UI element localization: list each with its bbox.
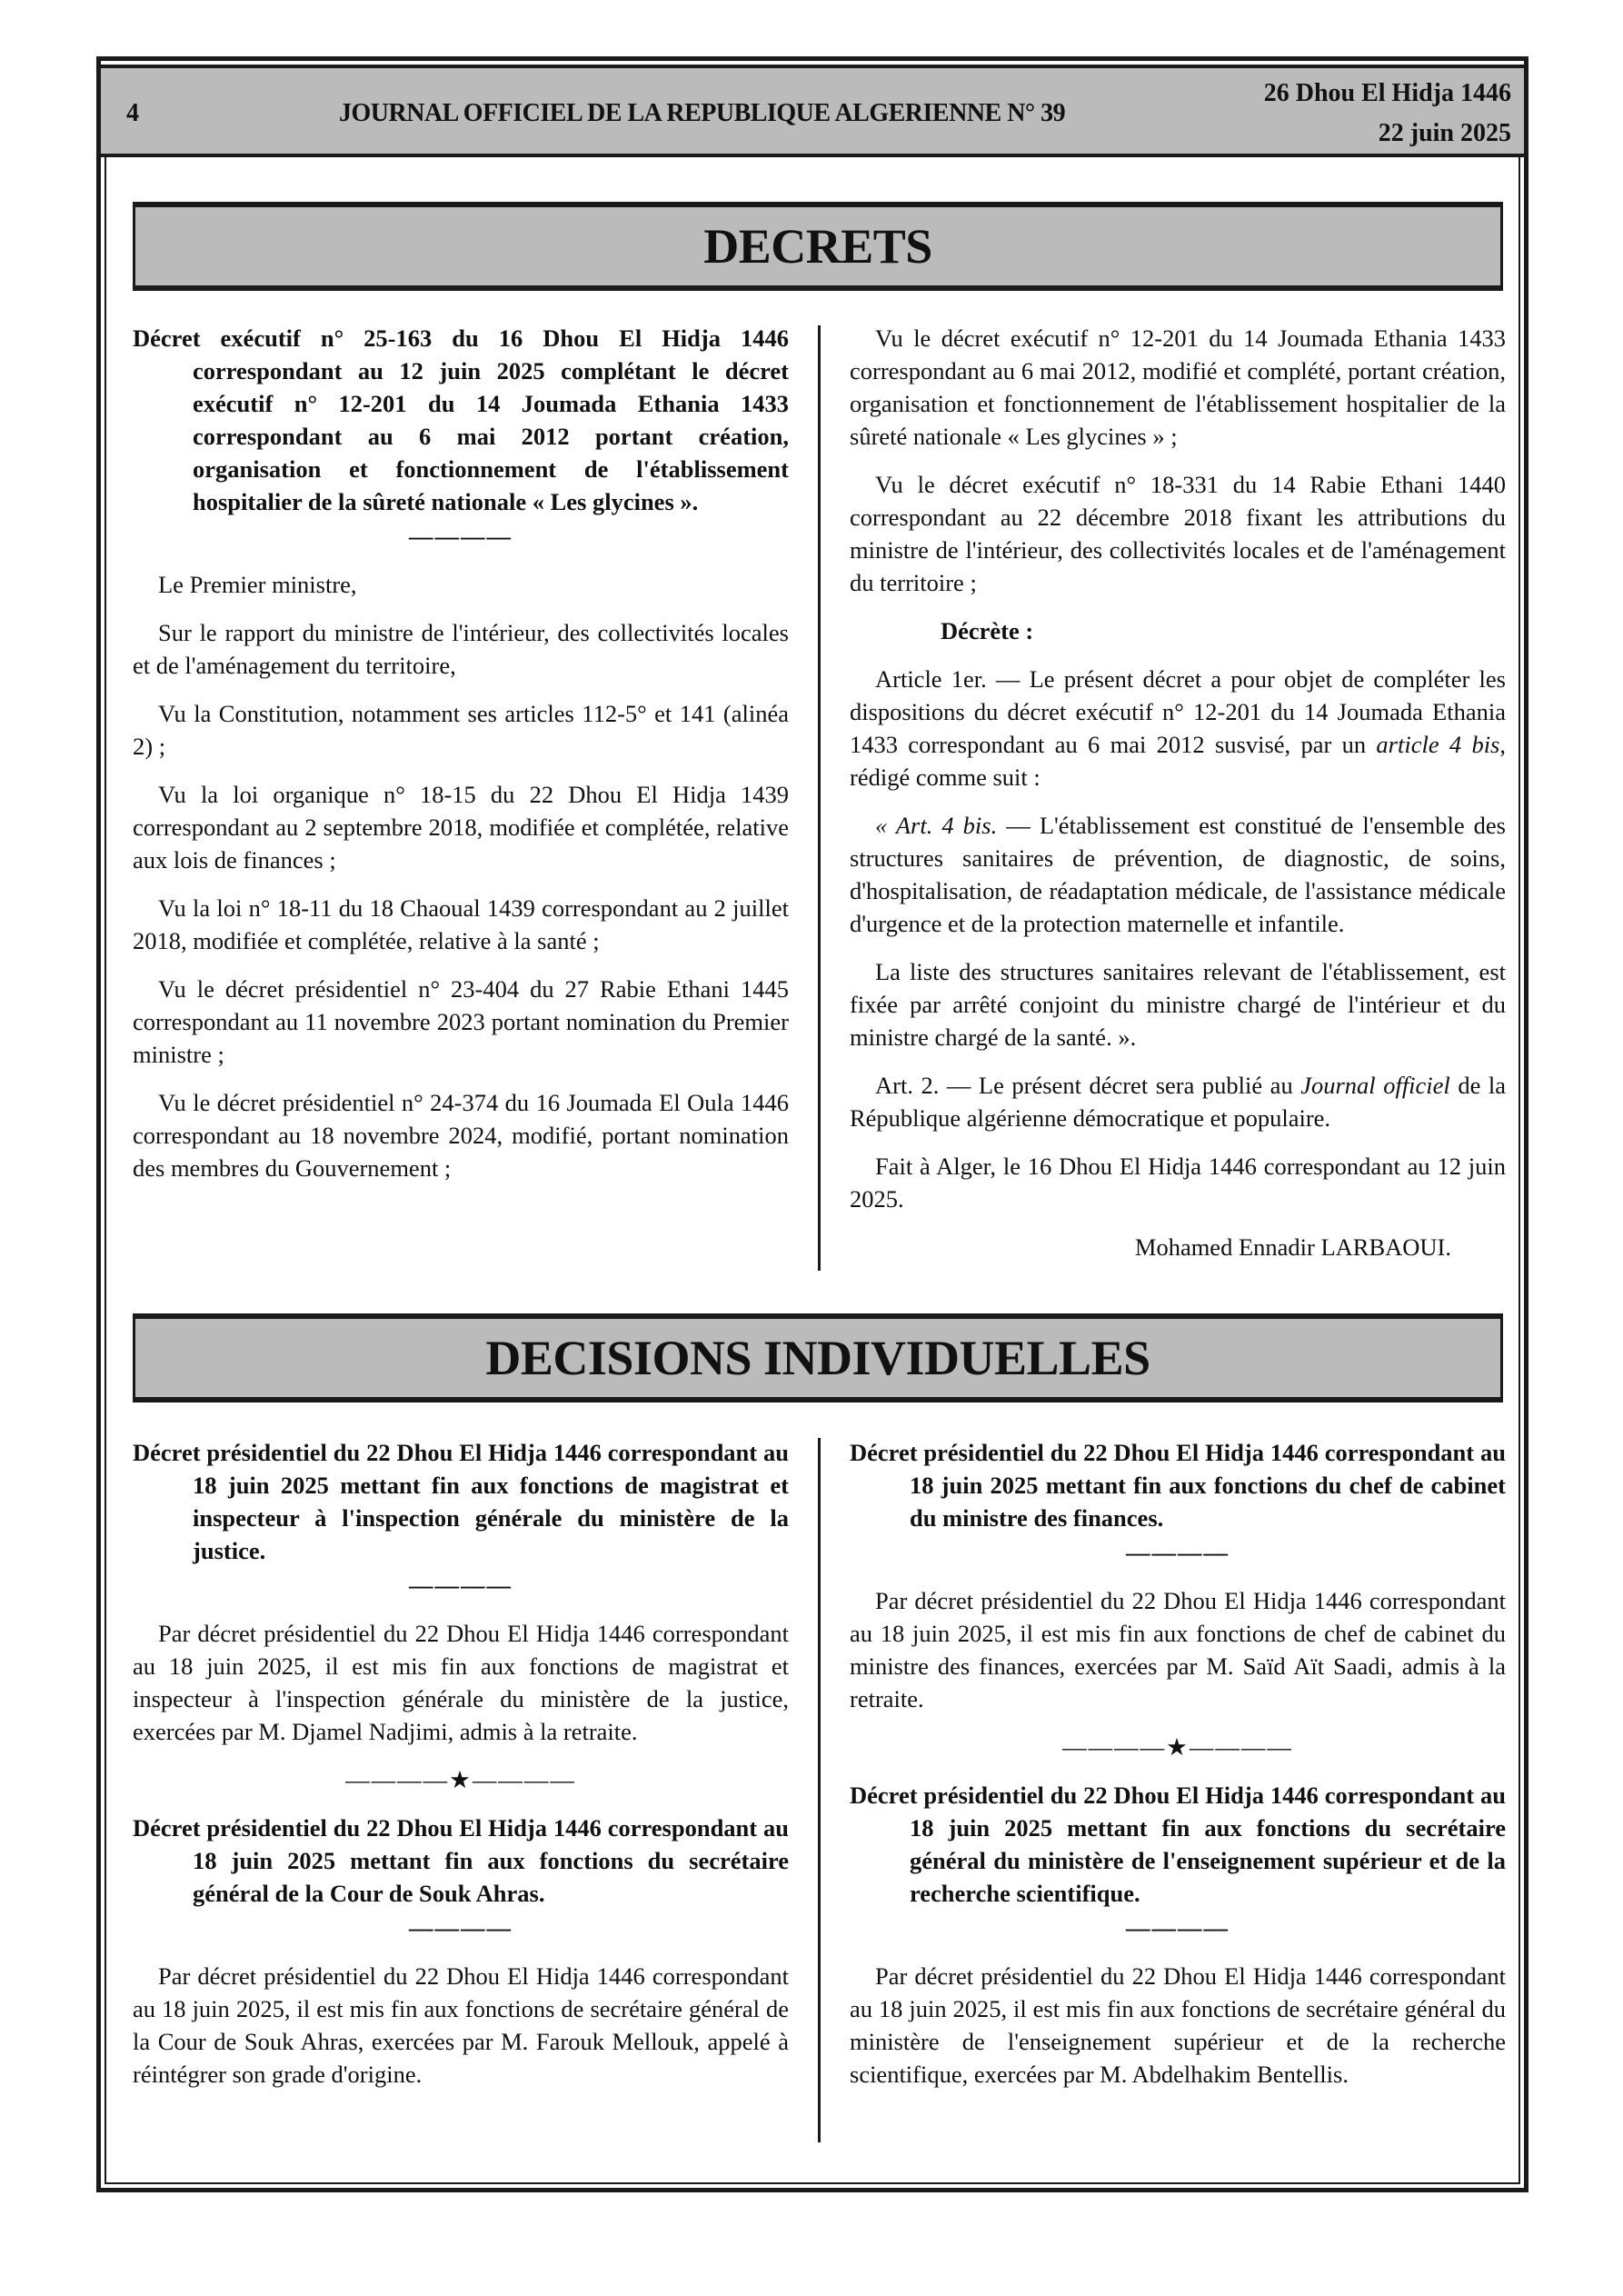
separator: ———— <box>1126 1914 1230 1942</box>
issue-date <box>1264 74 1511 154</box>
star-separator: ————★———— <box>345 1766 576 1793</box>
paragraph: Vu le décret exécutif n° 18-331 du 14 Rabie Ethani 1440 correspondant au 22 décembre 2018 fixant les attributions du ministre de l'intérieur, des collectivités locales et de l'aménagement du territoire ; <box>850 471 1506 596</box>
paragraph: Vu le décret présidentiel n° 24-374 du 16 Joumada El Oula 1446 correspondant au 18 novembre 2024, modifié, portant nomination des membres du Gouvernement ; <box>133 1089 789 1182</box>
decree-body: Par décret présidentiel du 22 Dhou El Hidja 1446 correspondant au 18 juin 2025, il est mis fin aux fonctions de secrétaire général du ministère de l'enseignement supérieur et de la recherche scientifique, exercées par M. Abdelhakim Bentellis. <box>850 1962 1506 2088</box>
decree-title: Décret présidentiel du 22 Dhou El Hidja 1446 correspondant au 18 juin 2025 mettant fin aux fonctions de magistrat et inspecteur à l'inspection générale du ministère de la justice. <box>133 1439 789 1564</box>
journal-header <box>101 65 1524 157</box>
text: , rédigé comme suit : <box>850 731 1506 791</box>
paragraph: Le Premier ministre, <box>158 571 357 598</box>
signature: Mohamed Ennadir LARBAOUI. <box>1134 1233 1451 1261</box>
text: Article 1er. — Le présent décret a pour objet de compléter les dispositions du décret exécutif n° 12-201 du 14 Joumada Ethania 1433 correspondant au 6 mai 2012 susvisé, par un <box>850 665 1506 758</box>
text: Art. 2. — Le présent décret sera publié au <box>875 1072 1301 1099</box>
decree-title: Décret exécutif n° 25-163 du 16 Dhou El Hidja 1446 correspondant au 12 juin 2025 complétant le décret exécutif n° 12-201 du 14 Joumada Ethania 1433 correspondant au 6 mai 2012 portant création, organisation et fonctionnement de l'établissement hospitalier de la sûreté nationale « Les glycines ». <box>133 324 789 515</box>
separator: ———— <box>1126 1539 1230 1566</box>
section-heading-decisions: DECISIONS INDIVIDUELLES <box>133 1313 1503 1403</box>
section-heading-decrets: DECRETS <box>133 202 1503 291</box>
separator: ———— <box>409 523 513 550</box>
decisions-left-column <box>133 1436 789 2106</box>
decree-body: Par décret présidentiel du 22 Dhou El Hidja 1446 correspondant au 18 juin 2025, il est mis fin aux fonctions de chef de cabinet du ministre des finances, exercées par M. Saïd Aït Saadi, admis à la retraite. <box>850 1587 1506 1712</box>
decrete-label: Décrète : <box>941 617 1034 644</box>
article-2 <box>850 1069 1506 1134</box>
paragraph: La liste des structures sanitaires relevant de l'établissement, est fixée par arrêté conjoint du ministre chargé de l'intérieur et du ministre chargé de la santé. ». <box>850 958 1506 1051</box>
decrets-right-column <box>850 322 1506 1279</box>
decrets-left-column <box>133 322 789 1200</box>
decree-title: Décret présidentiel du 22 Dhou El Hidja 1446 correspondant au 18 juin 2025 mettant fin aux fonctions du secrétaire général de la Cour de Souk Ahras. <box>133 1814 789 1907</box>
text-italic: Journal officiel <box>1300 1072 1450 1099</box>
column-divider <box>818 325 821 1271</box>
article-1 <box>850 663 1506 794</box>
paragraph: Sur le rapport du ministre de l'intérieur, des collectivités locales et de l'aménagement du territoire, <box>133 619 789 679</box>
date-hijri: 26 Dhou El Hidja 1446 <box>1263 79 1511 107</box>
date-gregorian: 22 juin 2025 <box>1378 119 1511 147</box>
page-number: 4 <box>126 99 139 127</box>
decisions-right-column <box>850 1436 1506 2106</box>
separator: ———— <box>409 1572 513 1599</box>
text: — L'établissement est constitué de l'ensemble des structures sanitaires de prévention, de diagnostic, de soins, d'hospitalisation, de réadaptation médicale, de l'assistance médicale d'urgence et de la protection maternelle et infantile. <box>850 812 1506 937</box>
text-italic: article 4 bis <box>1376 731 1500 758</box>
paragraph: Vu la Constitution, notamment ses articles 112-5° et 141 (alinéa 2) ; <box>133 700 789 760</box>
text: de la République algérienne démocratique et populaire. <box>850 1072 1506 1132</box>
paragraph: Vu le décret exécutif n° 12-201 du 14 Joumada Ethania 1433 correspondant au 6 mai 2012, modifié et complété, portant création, organisation et fonctionnement de l'établissement hospitalier de la sûreté nationale « Les glycines » ; <box>850 324 1506 450</box>
article-4-bis <box>850 809 1506 940</box>
column-divider <box>818 1438 821 2142</box>
decree-title: Décret présidentiel du 22 Dhou El Hidja 1446 correspondant au 18 juin 2025 mettant fin aux fonctions du secrétaire général du ministère de l'enseignement supérieur et de la recherche scientifique. <box>850 1782 1506 1907</box>
decree-body: Par décret présidentiel du 22 Dhou El Hidja 1446 correspondant au 18 juin 2025, il est mis fin aux fonctions de secrétaire général de la Cour de Souk Ahras, exercées par M. Farouk Mellouk, appelé à réintégrer son grade d'origine. <box>133 1962 789 2088</box>
paragraph: Vu la loi n° 18-11 du 18 Chaoual 1439 correspondant au 2 juillet 2018, modifiée et complétée, relative à la santé ; <box>133 894 789 954</box>
separator: ———— <box>409 1914 513 1942</box>
star-separator: ————★———— <box>1062 1733 1293 1761</box>
decree-title: Décret présidentiel du 22 Dhou El Hidja 1446 correspondant au 18 juin 2025 mettant fin aux fonctions du chef de cabinet du ministre des finances. <box>850 1439 1506 1532</box>
text-italic: « Art. 4 bis. <box>875 812 998 839</box>
journal-title: JOURNAL OFFICIEL DE LA REPUBLIQUE ALGERIENNE N° 39 <box>339 99 1066 127</box>
fait-a-alger: Fait à Alger, le 16 Dhou El Hidja 1446 correspondant au 12 juin 2025. <box>850 1153 1506 1213</box>
paragraph: Vu le décret présidentiel n° 23-404 du 27 Rabie Ethani 1445 correspondant au 11 novembre 2023 portant nomination du Premier ministre ; <box>133 975 789 1068</box>
decree-body: Par décret présidentiel du 22 Dhou El Hidja 1446 correspondant au 18 juin 2025, il est mis fin aux fonctions de magistrat et inspecteur à l'inspection générale du ministère de la justice, exercées par M. Djamel Nadjimi, admis à la retraite. <box>133 1620 789 1745</box>
paragraph: Vu la loi organique n° 18-15 du 22 Dhou El Hidja 1439 correspondant au 2 septembre 2018, modifiée et complétée, relative aux lois de finances ; <box>133 781 789 873</box>
